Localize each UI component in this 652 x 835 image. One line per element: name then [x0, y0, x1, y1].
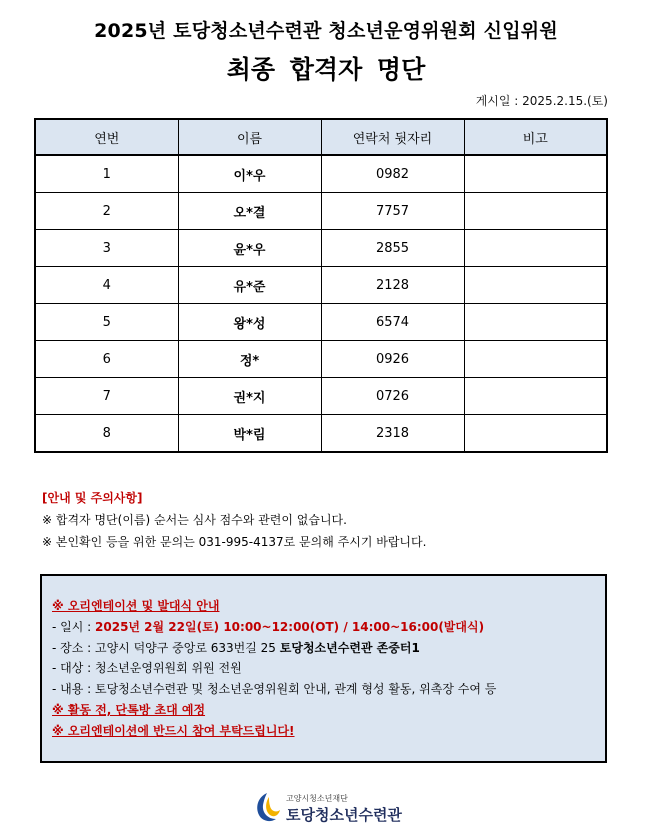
cell-phone: 7757 [321, 193, 464, 230]
orientation-place [52, 638, 605, 659]
table-row [35, 267, 607, 304]
orientation-info-box [40, 574, 607, 763]
orientation-heading: ※ 오리엔테이션 및 발대식 안내 [52, 599, 220, 613]
notice-line: ※ 본인확인 등을 위한 문의는 031-995-4137로 문의해 주시기 바랍니다. [42, 535, 427, 549]
table-row [35, 193, 607, 230]
cell-name: 오*결 [178, 193, 321, 230]
cell-name: 박*림 [178, 415, 321, 453]
column-header-phone: 연락처 뒷자리 [321, 119, 464, 155]
cell-name: 유*준 [178, 267, 321, 304]
orientation-place-label: - 장소 : 고양시 덕양구 중앙로 633번길 25 [52, 640, 280, 655]
cell-no: 3 [35, 230, 178, 267]
cell-no: 6 [35, 341, 178, 378]
orientation-date [52, 617, 605, 638]
footer-logo [252, 789, 412, 829]
orientation-note-chatroom: ※ 활동 전, 단톡방 초대 예정 [52, 702, 206, 717]
posted-date: 게시일 : 2025.2.15.(토) [475, 94, 608, 108]
cell-no: 7 [35, 378, 178, 415]
table-row [35, 378, 607, 415]
cell-name: 윤*우 [178, 230, 321, 267]
document-subtitle: 최종 합격자 명단 [226, 55, 426, 84]
cell-phone: 0726 [321, 378, 464, 415]
cell-phone: 0926 [321, 341, 464, 378]
cell-no: 5 [35, 304, 178, 341]
roster-table [34, 118, 608, 453]
notice-section [42, 487, 426, 553]
cell-phone: 2128 [321, 267, 464, 304]
orientation-place-value: 토당청소년수련관 존중터1 [279, 640, 420, 655]
cell-no: 2 [35, 193, 178, 230]
document-title: 2025년 토당청소년수련관 청소년운영위원회 신입위원 [94, 20, 558, 42]
cell-note [464, 341, 607, 378]
orientation-date-label: - 일시 : [52, 619, 96, 634]
cell-name: 이*우 [178, 155, 321, 193]
cell-note [464, 415, 607, 453]
cell-name: 정* [178, 341, 321, 378]
cell-note [464, 378, 607, 415]
cell-name: 왕*성 [178, 304, 321, 341]
table-row [35, 341, 607, 378]
cell-name: 권*지 [178, 378, 321, 415]
orientation-target: - 대상 : 청소년운영위원회 위원 전원 [52, 661, 242, 676]
organization-name: 토당청소년수련관 [286, 806, 402, 824]
column-header-note: 비고 [464, 119, 607, 155]
table-row [35, 155, 607, 193]
cell-note [464, 267, 607, 304]
table-row [35, 230, 607, 267]
cell-no: 8 [35, 415, 178, 453]
cell-phone: 2318 [321, 415, 464, 453]
cell-phone: 6574 [321, 304, 464, 341]
cell-phone: 2855 [321, 230, 464, 267]
cell-no: 1 [35, 155, 178, 193]
notice-line: ※ 합격자 명단(이름) 순서는 심사 점수와 관련이 없습니다. [42, 513, 347, 527]
cell-note [464, 155, 607, 193]
cell-note [464, 230, 607, 267]
table-row [35, 415, 607, 453]
orientation-note-attend: ※ 오리엔테이션에 반드시 참여 부탁드립니다! [52, 723, 295, 738]
table-row [35, 304, 607, 341]
orientation-content: - 내용 : 토당청소년수련관 및 청소년운영위원회 안내, 관계 형성 활동, 위촉장 수여 등 [52, 682, 497, 697]
column-header-no: 연번 [35, 119, 178, 155]
cell-no: 4 [35, 267, 178, 304]
column-header-name: 이름 [178, 119, 321, 155]
cell-note [464, 304, 607, 341]
table-header-row [35, 119, 607, 155]
orientation-date-value: 2025년 2월 22일(토) 10:00~12:00(OT) / 14:00~16:00(발대식) [95, 619, 485, 634]
organization-sub-name: 고양시청소년재단 [286, 794, 348, 803]
cell-phone: 0982 [321, 155, 464, 193]
notice-heading: [안내 및 주의사항] [42, 491, 143, 505]
cell-note [464, 193, 607, 230]
organization-logo-icon [252, 791, 282, 825]
